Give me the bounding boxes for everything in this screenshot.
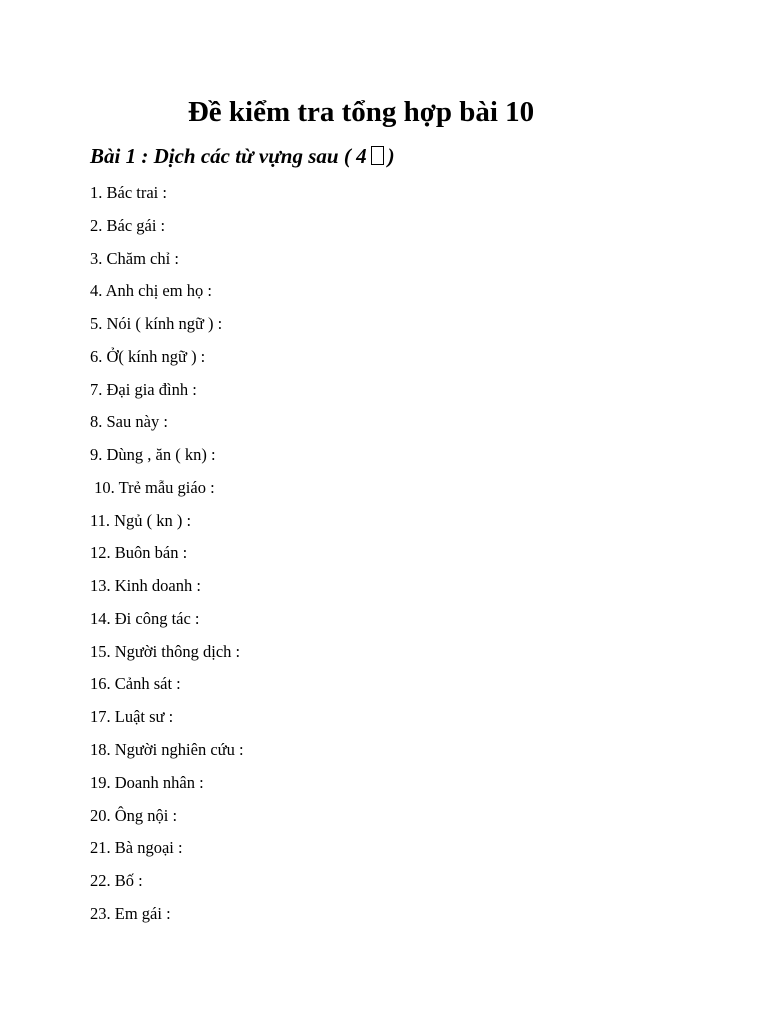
vocabulary-item: 3. Chăm chỉ : [90,248,179,268]
vocabulary-item: 14. Đi công tác : [90,608,200,628]
vocabulary-item: 11. Ngủ ( kn ) : [90,510,192,530]
vocabulary-item: 8. Sau này : [90,412,168,432]
exercise-1-heading-close: ) [387,144,395,168]
vocabulary-item: 7. Đại gia đình : [90,379,197,399]
vocabulary-item: 9. Dùng , ăn ( kn) : [90,445,216,465]
vocabulary-item: 4. Anh chị em họ : [90,281,212,301]
missing-glyph-icon [371,146,384,165]
vocabulary-item: 15. Người thông dịch : [90,641,241,661]
vocabulary-item: 18. Người nghiên cứu : [90,740,244,760]
vocabulary-item: 6. Ở( kính ngữ ) : [90,346,206,366]
vocabulary-item: 12. Buôn bán : [90,543,188,563]
vocabulary-item: 10. Trẻ mẫu giáo : [90,477,215,497]
vocabulary-item: 19. Doanh nhân : [90,772,204,792]
exercise-1-heading [90,140,395,172]
vocabulary-item: 20. Ông nội : [90,805,178,825]
vocabulary-item: 2. Bác gái : [90,215,166,235]
vocabulary-list [90,177,244,931]
vocabulary-item: 21. Bà ngoại : [90,838,183,858]
vocabulary-item: 16. Cảnh sát : [90,674,181,694]
vocabulary-item: 13. Kinh doanh : [90,576,201,596]
vocabulary-item: 17. Luật sư : [90,707,174,727]
vocabulary-item: 23. Em gái : [90,903,171,923]
exercise-1-heading-text: Bài 1 : Dịch các từ vựng sau ( 4 [90,144,367,168]
vocabulary-item: 22. Bố : [90,871,143,891]
vocabulary-item: 5. Nói ( kính ngữ ) : [90,314,223,334]
document-title: Đề kiểm tra tổng hợp bài 10 [187,96,535,128]
vocabulary-item: 1. Bác trai : [90,183,167,202]
